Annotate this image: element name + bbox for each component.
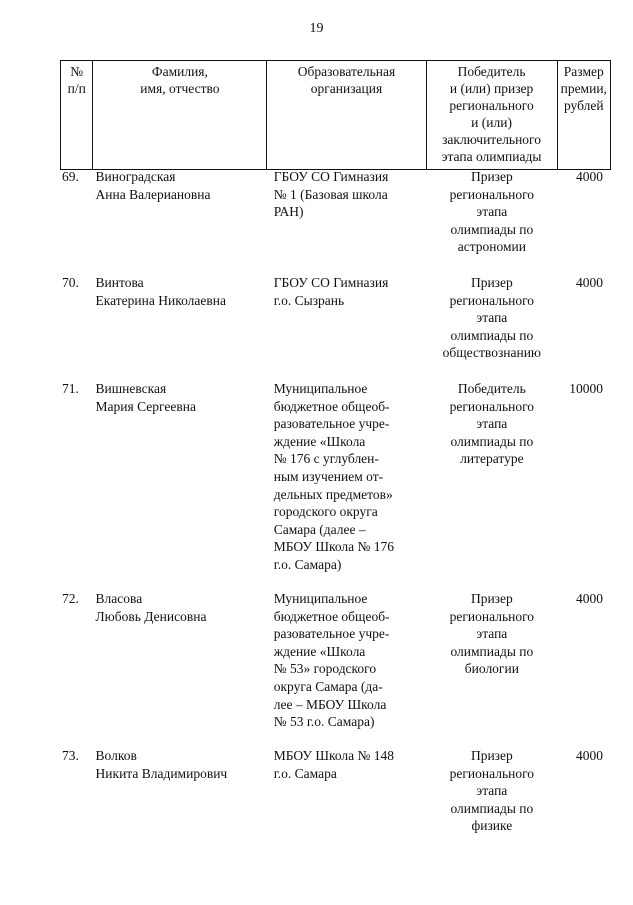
row-number: 73.	[62, 748, 79, 763]
row-prize: 4000	[576, 275, 603, 290]
header-org	[267, 61, 426, 170]
table-row	[60, 380, 611, 590]
org-line: Самара (далее –	[273, 521, 366, 537]
header-line: заключительного	[442, 132, 542, 147]
org-line: г.о. Сызрань	[273, 292, 345, 308]
result-line: Победитель	[457, 381, 526, 396]
org-line: округа Самара (да-	[273, 678, 383, 694]
row-prize: 10000	[569, 381, 603, 396]
header-line: организация	[310, 81, 383, 96]
result-line: регионального	[449, 608, 535, 624]
org-line: Муниципальное	[273, 381, 368, 396]
name-line: Виноградская	[95, 169, 176, 184]
header-line: №	[70, 64, 84, 79]
header-prize	[557, 61, 610, 170]
row-organization	[267, 380, 427, 590]
result-line: олимпиады по	[450, 800, 534, 816]
result-line: физике	[471, 818, 513, 834]
row-number: 70.	[62, 275, 79, 290]
org-line: ГБОУ СО Гимназия	[273, 275, 389, 290]
org-line: городского округа	[273, 504, 378, 520]
row-result	[426, 274, 557, 380]
result-line: регионального	[449, 292, 535, 308]
table-body	[60, 168, 611, 847]
result-line: регионального	[449, 765, 535, 781]
org-line: № 176 с углублен-	[273, 451, 379, 467]
header-line: Образовательная	[297, 64, 396, 79]
result-line: олимпиады по	[450, 643, 534, 659]
table-row	[60, 168, 611, 274]
header-name	[93, 61, 267, 170]
result-line: обществознанию	[442, 345, 542, 361]
row-name	[93, 590, 267, 747]
org-line: РАН)	[273, 204, 304, 220]
result-line: Призер	[470, 748, 513, 763]
org-line: дельных предметов»	[273, 486, 393, 502]
header-line: и (или)	[471, 115, 512, 130]
result-line: регионального	[449, 398, 535, 414]
org-line: № 53 г.о. Самара)	[273, 714, 375, 730]
row-name	[93, 380, 267, 590]
row-prize: 4000	[576, 169, 603, 184]
row-result	[426, 590, 557, 747]
org-line: лее – МБОУ Школа	[273, 696, 387, 712]
org-line: ным изучением от-	[273, 468, 384, 484]
result-line: Призер	[470, 275, 513, 290]
header-line: и (или) призер	[449, 81, 534, 96]
row-result	[426, 747, 557, 847]
row-number: 69.	[62, 169, 79, 184]
row-result	[426, 380, 557, 590]
org-line: ждение «Школа	[273, 433, 366, 449]
result-line: олимпиады по	[450, 433, 534, 449]
org-line: № 53» городского	[273, 661, 377, 677]
table-row	[60, 274, 611, 380]
result-line: этапа	[476, 783, 508, 799]
org-line: Муниципальное	[273, 591, 368, 606]
result-line: этапа	[476, 416, 508, 432]
row-organization	[267, 168, 427, 274]
result-line: регионального	[449, 186, 535, 202]
org-line: г.о. Самара	[273, 765, 337, 781]
org-line: ждение «Школа	[273, 643, 366, 659]
name-line: Никита Владимирович	[95, 765, 228, 781]
name-line: Власова	[95, 591, 143, 606]
result-line: этапа	[476, 310, 508, 326]
org-line: МБОУ Школа № 176	[273, 539, 395, 555]
row-number: 71.	[62, 381, 79, 396]
header-line: премии,	[560, 81, 607, 96]
header-line: п/п	[67, 81, 86, 96]
header-num	[61, 61, 93, 170]
result-line: этапа	[476, 204, 508, 220]
result-line: литературе	[460, 451, 524, 467]
result-line: Призер	[470, 169, 513, 184]
table-row	[60, 590, 611, 747]
row-prize: 4000	[576, 591, 603, 606]
table-header	[60, 60, 611, 170]
row-name	[93, 168, 267, 274]
name-line: Екатерина Николаевна	[95, 292, 226, 308]
header-line: Победитель	[457, 64, 526, 79]
page-number: 19	[309, 21, 324, 36]
name-line: Анна Валериановна	[95, 186, 211, 202]
row-name	[93, 747, 267, 847]
org-line: бюджетное общеоб-	[273, 608, 390, 624]
org-line: ГБОУ СО Гимназия	[273, 169, 389, 184]
header-line: Фамилия,	[151, 64, 208, 79]
row-prize: 4000	[576, 748, 603, 763]
name-line: Вишневская	[95, 381, 167, 396]
org-line: бюджетное общеоб-	[273, 398, 390, 414]
org-line: № 1 (Базовая школа	[273, 186, 388, 202]
header-line: имя, отчество	[140, 81, 220, 96]
result-line: этапа	[476, 626, 508, 642]
name-line: Мария Сергеевна	[95, 398, 196, 414]
name-line: Винтова	[95, 275, 144, 290]
header-line: Размер	[563, 64, 604, 79]
row-organization	[267, 747, 427, 847]
row-number: 72.	[62, 591, 79, 606]
name-line: Любовь Денисовна	[95, 608, 207, 624]
org-line: разовательное учре-	[273, 626, 390, 642]
result-line: Призер	[470, 591, 513, 606]
result-line: астрономии	[457, 239, 526, 255]
table-row	[60, 747, 611, 847]
org-line: МБОУ Школа № 148	[273, 748, 395, 763]
row-result	[426, 168, 557, 274]
result-line: биологии	[464, 661, 519, 677]
row-organization	[267, 590, 427, 747]
result-line: олимпиады по	[450, 221, 534, 237]
header-line: регионального	[449, 98, 534, 113]
result-line: олимпиады по	[450, 327, 534, 343]
row-organization	[267, 274, 427, 380]
org-line: разовательное учре-	[273, 416, 390, 432]
header-line: этапа олимпиады	[441, 149, 542, 164]
header-result	[426, 61, 557, 170]
row-name	[93, 274, 267, 380]
header-line: рублей	[563, 98, 604, 113]
name-line: Волков	[95, 748, 137, 763]
org-line: г.о. Самара)	[273, 556, 342, 572]
